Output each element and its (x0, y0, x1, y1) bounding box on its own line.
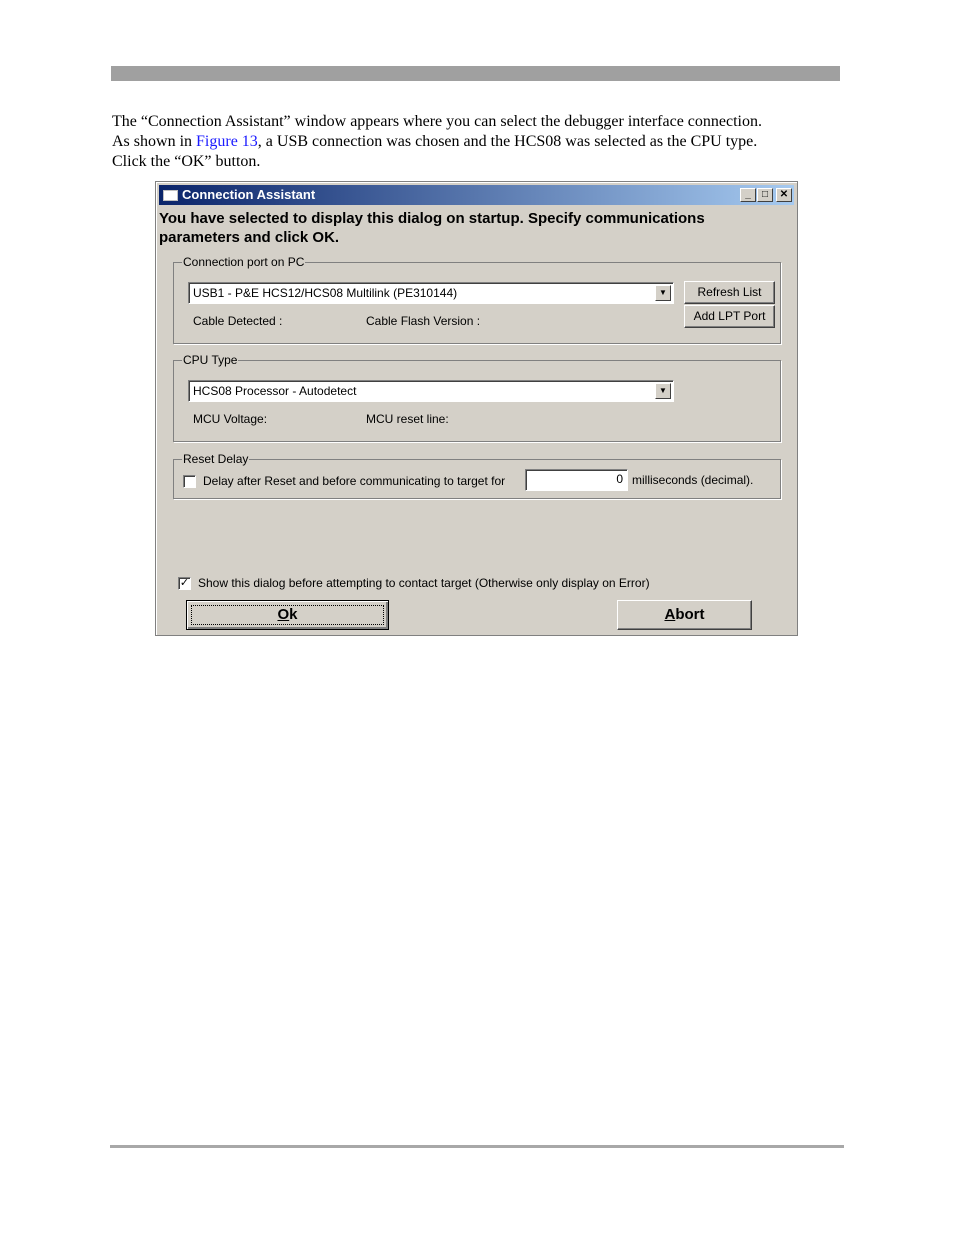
close-button[interactable]: ✕ (776, 188, 792, 202)
cpu-type-group (173, 353, 781, 442)
ok-label: k (289, 606, 298, 623)
window-title: Connection Assistant (182, 187, 316, 202)
connection-port-label: Connection port on PC (183, 255, 305, 269)
focus-rect (191, 605, 384, 625)
cable-flash-version-label: Cable Flash Version : (366, 314, 481, 328)
window-icon (163, 190, 178, 201)
refresh-list-button[interactable]: Refresh List (684, 281, 775, 304)
intro-line-1: The “Connection Assistant” window appears where you can select the debugger interface connection. (112, 113, 762, 130)
reset-delay-checkbox-label: Delay after Reset and before communicating to target for (203, 474, 506, 488)
title-bar[interactable] (159, 185, 794, 205)
intro-line-2 (112, 132, 842, 152)
checkmark-icon: ✓ (179, 577, 190, 589)
ok-accelerator: O (277, 606, 290, 623)
show-dialog-checkbox[interactable] (178, 577, 191, 590)
port-select-value: USB1 - P&E HCS12/HCS08 Multilink (PE310144) (193, 286, 458, 300)
instruction-text: You have selected to display this dialog on startup. Specify communications parameters and click OK. (159, 210, 705, 246)
intro-line-3: Click the “OK” button. (112, 153, 261, 170)
mcu-reset-line-label: MCU reset line: (366, 412, 449, 426)
abort-label: bort (675, 606, 705, 623)
show-dialog-label: Show this dialog before attempting to contact target (Otherwise only display on Error) (198, 576, 650, 590)
abort-accelerator: A (664, 606, 676, 623)
delay-units-label: milliseconds (decimal). (632, 473, 754, 487)
intro-text (112, 112, 842, 172)
connection-port-group (173, 255, 781, 344)
intro-line-2-start: As shown in (112, 133, 197, 150)
minimize-button[interactable]: _ (740, 188, 756, 202)
cpu-select-value: HCS08 Processor - Autodetect (193, 384, 357, 398)
ok-button[interactable] (186, 600, 389, 630)
cpu-type-label: CPU Type (183, 353, 238, 367)
delay-ms-input[interactable]: 0 (525, 469, 628, 491)
footer-rule (110, 1145, 844, 1148)
figure-13-link[interactable]: Figure 13 (196, 133, 258, 150)
connection-assistant-dialog (155, 181, 798, 636)
port-select[interactable] (188, 282, 674, 304)
intro-line-2-end: , a USB connection was chosen and the HCS08 was selected as the CPU type. (257, 133, 758, 150)
reset-delay-group (173, 452, 781, 499)
chevron-down-icon[interactable]: ▼ (655, 285, 671, 301)
add-lpt-port-button[interactable]: Add LPT Port (684, 305, 775, 328)
reset-delay-label: Reset Delay (183, 452, 249, 466)
mcu-voltage-label: MCU Voltage: (193, 412, 268, 426)
chevron-down-icon[interactable]: ▼ (655, 383, 671, 399)
maximize-button[interactable]: □ (757, 188, 773, 202)
reset-delay-checkbox[interactable] (183, 475, 196, 488)
abort-button[interactable] (617, 600, 752, 630)
cpu-select[interactable] (188, 380, 674, 402)
header-bar (111, 66, 840, 81)
cable-detected-label: Cable Detected : (193, 314, 283, 328)
